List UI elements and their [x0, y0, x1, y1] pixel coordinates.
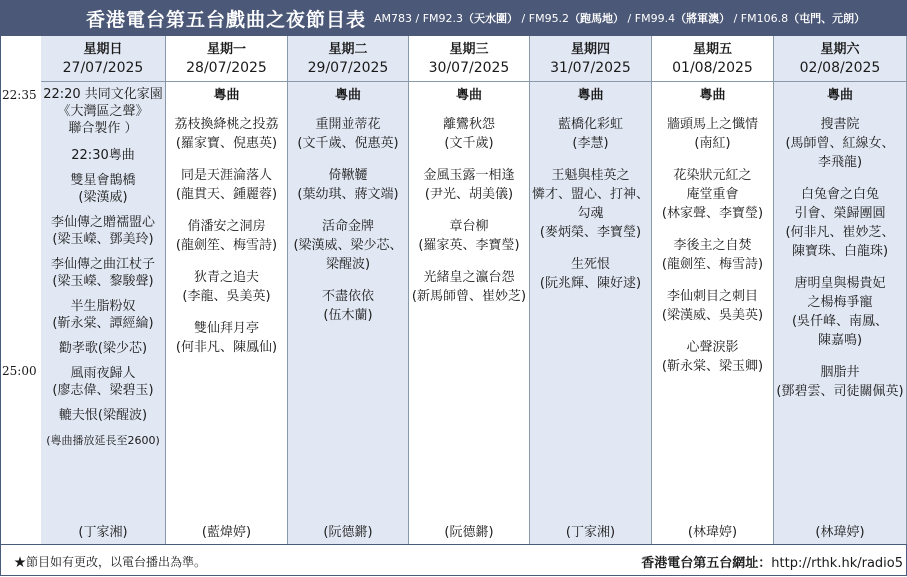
program-item [774, 363, 906, 401]
program-performers: (吳仟峰、南鳳、 [791, 314, 889, 329]
program-list [409, 82, 529, 306]
program-performers: 陳嘉鳴) [817, 333, 863, 348]
day-column [530, 36, 652, 544]
day-header [409, 36, 529, 82]
program-list [530, 82, 651, 293]
day-header [288, 36, 408, 82]
program-performers: 勾魂 [577, 206, 604, 221]
program-performers: (李慧) [572, 136, 609, 151]
program-performers: (靳永棠、梁玉卿) [661, 359, 764, 374]
program-item [409, 268, 529, 306]
program-performers: (龍貫天、鍾麗蓉) [175, 187, 278, 202]
host-name: (藍煒婷) [201, 525, 252, 540]
program-performers: (文千歲) [444, 136, 494, 151]
day-header [41, 36, 165, 82]
program-title: 俏潘安之洞房 [187, 219, 266, 234]
program-title: 李仙傳之曲江杖子 [50, 257, 155, 272]
genre-label: 粵曲 [334, 88, 361, 103]
website-link[interactable]: http://rthk.hk/radio5 [771, 555, 903, 571]
program-title: 牆頭馬上之懺情 [666, 117, 758, 132]
program-title: 搜書院 [820, 117, 860, 132]
program-item [166, 319, 287, 357]
day-header [166, 36, 287, 82]
program-title: 狄青之追夫 [193, 270, 259, 285]
program-item [652, 287, 773, 325]
program-item [530, 115, 651, 153]
program-item [166, 166, 287, 204]
day-column [409, 36, 530, 544]
program-title: 半生脂粉奴 [70, 299, 136, 314]
weekday-name: 星期二 [328, 42, 368, 57]
program-performers: (文千歲、倪惠英) [297, 136, 399, 151]
genre-label: 粵曲 [577, 88, 604, 103]
program-performers: 憐才、盟心、打神、 [531, 187, 649, 202]
footer [0, 544, 907, 577]
program-item [774, 115, 906, 172]
station-website: 香港電台第五台網址：http://rthk.hk/radio5 [641, 555, 903, 571]
program-title: 風雨夜歸人 [70, 366, 136, 381]
program-performers: 之楊梅爭寵 [807, 295, 873, 310]
program-item [774, 274, 906, 350]
weekday-name: 星期日 [83, 42, 123, 57]
program-title: 倚鞦韆 [328, 168, 368, 183]
program-performers: (阮兆輝、陳好逑) [539, 276, 642, 291]
program-performers: (何非凡、崔妙芝、 [785, 225, 895, 240]
program-performers: 庵堂重會 [686, 187, 739, 202]
program-performers: (李龍、吳美英) [182, 289, 271, 304]
program-performers: (梁玉嶸、鄧美玲) [52, 232, 154, 247]
program-title: (粵曲播放延長至2600) [46, 434, 160, 447]
program-title: 胭脂井 [820, 365, 860, 380]
program-performers: 梁醒波) [325, 257, 371, 272]
program-item [41, 340, 165, 357]
program-performers: (麥炳榮、李寶瑩) [539, 225, 642, 240]
weekday-name: 星期四 [570, 42, 610, 57]
intro-line: 聯合製作 ） [68, 121, 138, 136]
day-date: 29/07/2025 [307, 60, 389, 76]
program-performers: (廖志偉、梁碧玉) [52, 383, 154, 398]
host-name: (阮德鏘) [323, 525, 373, 540]
program-item [288, 115, 408, 153]
program-performers: (梁漢威、吳美英) [661, 308, 764, 323]
program-performers: (梁漢威、梁少芯、 [293, 238, 403, 253]
program-item [530, 255, 651, 293]
program-list [41, 82, 165, 449]
program-title: 唐明皇與楊貴妃 [794, 276, 886, 291]
weekday-name: 星期五 [692, 42, 732, 57]
program-item [652, 338, 773, 376]
intro-line: 22:20 共同文化家園 [43, 87, 163, 102]
program-title: 李後主之自焚 [673, 238, 752, 253]
program-list [774, 82, 906, 401]
program-performers: (何非凡、陳鳳仙) [175, 340, 278, 355]
end-time: 25:00 [2, 364, 37, 378]
program-performers: 陳寶珠、白龍珠) [791, 244, 889, 259]
host-name: (丁家湘) [565, 525, 616, 540]
program-title: 雙仙拜月亭 [193, 321, 259, 336]
day-column [41, 36, 166, 544]
program-title: 李仙刺目之刺目 [666, 289, 758, 304]
host-name: (林瑋婷) [815, 525, 865, 540]
program-title: 王魁與桂英之 [551, 168, 630, 183]
day-header [530, 36, 651, 82]
host-name: (林瑋婷) [687, 525, 738, 540]
program-item [41, 298, 165, 332]
program-item [41, 365, 165, 399]
footer-note: ★節目如有更改，以電台播出為準。 [14, 554, 207, 569]
genre-label: 粵曲 [699, 88, 726, 103]
program-list [166, 82, 287, 357]
program-title: 章台柳 [449, 219, 489, 234]
weekday-name: 星期六 [820, 42, 860, 57]
program-performers: (南紅) [694, 136, 731, 151]
time-column [0, 36, 42, 544]
intro-block [41, 86, 165, 164]
title-bar [0, 0, 907, 36]
program-item [530, 166, 651, 242]
program-performers: (羅家寶、倪惠英) [175, 136, 278, 151]
program-performers: (伍木蘭) [323, 308, 373, 323]
program-performers: (龍劍笙、梅雪詩) [661, 257, 764, 272]
program-title: 生死恨 [570, 257, 610, 272]
program-item [652, 115, 773, 153]
program-performers: (葉幼琪、蔣文端) [297, 187, 399, 202]
day-header [774, 36, 906, 82]
day-date: 31/07/2025 [550, 60, 631, 76]
program-performers: (靳永棠、譚經綸) [52, 316, 154, 331]
program-performers: (羅家英、李寶瑩) [418, 238, 520, 253]
genre-label: 粵曲 [826, 88, 853, 103]
program-item [774, 185, 906, 261]
program-item [288, 287, 408, 325]
program-performers: (鄧碧雲、司徒關佩英) [776, 384, 904, 399]
program-item [41, 407, 165, 424]
program-title: 光緒皇之瀛台怨 [423, 270, 515, 285]
day-column [652, 36, 774, 544]
day-date: 02/08/2025 [799, 60, 881, 76]
weekday-name: 星期一 [206, 42, 246, 57]
program-item [166, 115, 287, 153]
program-performers: (林家聲、李寶瑩) [661, 206, 764, 221]
program-list [288, 82, 408, 325]
weekday-name: 星期三 [449, 42, 489, 57]
day-header [652, 36, 773, 82]
program-performers: (新馬師曾、崔妙芝) [411, 289, 527, 304]
page-title: 香港電台第五台戲曲之夜節目表 [86, 8, 367, 31]
start-time: 22:35 [2, 88, 37, 102]
program-title: 活命金牌 [321, 219, 374, 234]
program-title: 轆夫恨(梁醒波) [58, 408, 148, 423]
day-column [774, 36, 907, 544]
program-title: 離鸞秋怨 [442, 117, 495, 132]
program-title: 李仙傳之贈襦盟心 [50, 215, 155, 230]
program-item [166, 217, 287, 255]
program-item [166, 268, 287, 306]
program-title: 金風玉露一相逢 [423, 168, 515, 183]
program-title: 勸孝歌(梁少芯) [58, 341, 148, 356]
program-list [652, 82, 773, 376]
program-item [409, 115, 529, 153]
program-item [652, 236, 773, 274]
program-performers: 李飛龍) [817, 155, 863, 170]
program-item [41, 214, 165, 248]
program-title: 雙星會鵲橋 [70, 173, 136, 188]
program-title: 花染狀元紅之 [673, 168, 752, 183]
program-performers: (龍劍笙、梅雪詩) [175, 238, 278, 253]
program-title: 荔枝換絳桃之投荔 [174, 117, 279, 132]
program-performers: (梁玉嶸、黎駿聲) [52, 274, 154, 289]
day-column [288, 36, 409, 544]
program-item [41, 172, 165, 206]
day-date: 01/08/2025 [672, 60, 753, 76]
intro-line: 22:30粵曲 [71, 148, 135, 163]
day-date: 28/07/2025 [186, 60, 267, 76]
day-date: 30/07/2025 [428, 60, 510, 76]
program-title: 藍橋化彩虹 [557, 117, 623, 132]
program-performers: (梁漢威) [78, 190, 128, 205]
program-item [652, 166, 773, 223]
program-performers: (尹光、胡美儀) [424, 187, 514, 202]
day-date: 27/07/2025 [62, 60, 144, 76]
day-column [166, 36, 288, 544]
program-title: 同是天涯淪落人 [180, 168, 272, 183]
program-item [409, 166, 529, 204]
intro-line: 《大灣區之聲》 [57, 104, 149, 119]
program-title: 心聲淚影 [686, 340, 739, 355]
program-title: 不盡依依 [321, 289, 374, 304]
program-item [288, 217, 408, 274]
host-name: (丁家湘) [78, 525, 128, 540]
genre-label: 粵曲 [213, 88, 240, 103]
program-performers: (馬師曾、紅線女、 [785, 136, 895, 151]
host-name: (阮德鏘) [444, 525, 494, 540]
frequency-list: AM783 / FM92.3（天水圍） / FM95.2（跑馬地） / FM99.4（將軍澳） / FM106.8（屯門、元朗） [374, 12, 866, 25]
program-item [288, 166, 408, 204]
program-performers: 引會、榮歸團圓 [794, 206, 886, 221]
program-item [409, 217, 529, 255]
genre-label: 粵曲 [455, 88, 482, 103]
program-item [41, 432, 165, 449]
program-item [41, 256, 165, 290]
program-title: 白兔會之白兔 [800, 187, 879, 202]
program-title: 重開並蒂花 [315, 117, 381, 132]
